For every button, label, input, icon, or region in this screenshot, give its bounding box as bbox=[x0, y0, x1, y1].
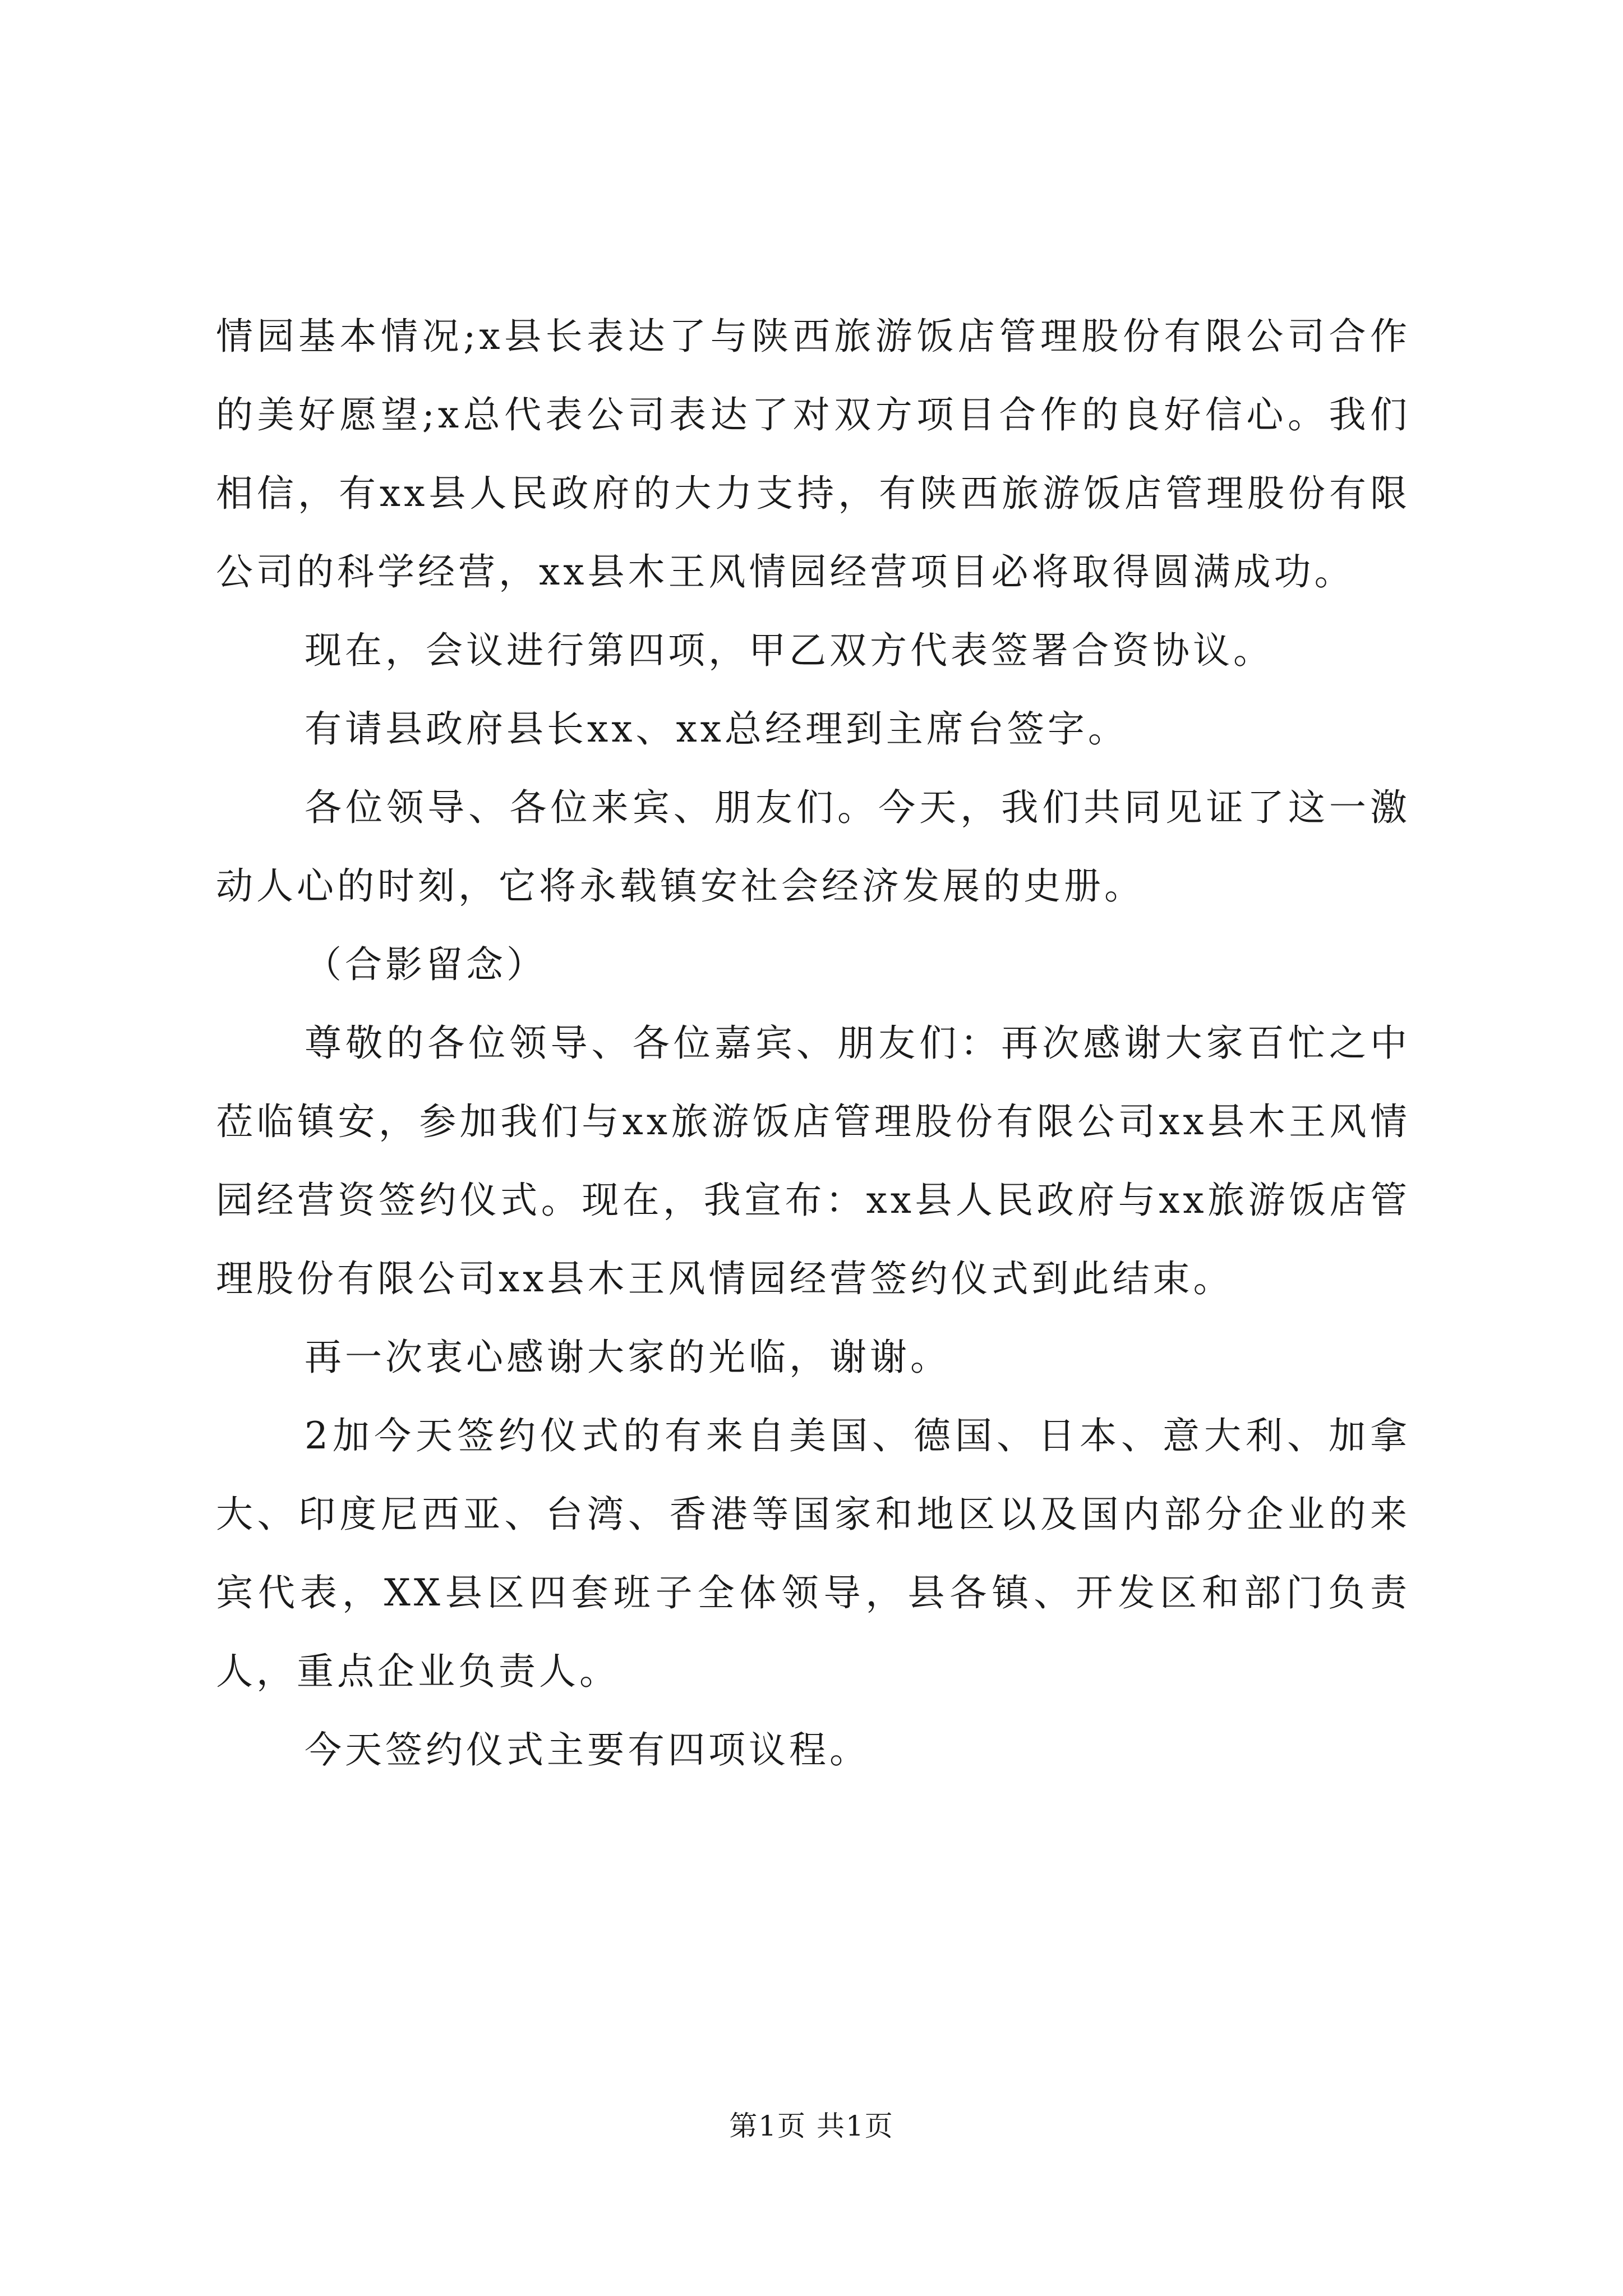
paragraph-8: 2加今天签约仪式的有来自美国、德国、日本、意大利、加拿大、印度尼西亚、台湾、香港等国家和地区以及国内部分企业的来宾代表，XX县区四套班子全体领导，县各镇、开发区和部门负责人，重点企业负责人。 bbox=[216, 1414, 1410, 1693]
paragraph-3: 有请县政府县长xx、xx总经理到主席台签字。 bbox=[305, 707, 1128, 751]
document-body bbox=[216, 297, 1410, 1789]
paragraph-4: 各位领导、各位来宾、朋友们。今天，我们共同见证了这一激动人心的时刻，它将永载镇安社会经济发展的史册。 bbox=[216, 786, 1410, 908]
paragraph-2: 现在，会议进行第四项，甲乙双方代表签署合资协议。 bbox=[305, 629, 1274, 672]
page-number-footer: 第1页 共1页 bbox=[729, 2110, 894, 2142]
paragraph-1: 情园基本情况;x县长表达了与陕西旅游饭店管理股份有限公司合作的美好愿望;x总代表公司表达了对双方项目合作的良好信心。我们相信，有xx县人民政府的大力支持，有陕西旅游饭店管理股份有限公司的科学经营，xx县木王风情园经营项目必将取得圆满成功。 bbox=[216, 315, 1410, 593]
paragraph-6: 尊敬的各位领导、各位嘉宾、朋友们：再次感谢大家百忙之中莅临镇安，参加我们与xx旅游饭店管理股份有限公司xx县木王风情园经营资签约仪式。现在，我宣布：xx县人民政府与xx旅游饭店管理股份有限公司xx县木王风情园经营签约仪式到此结束。 bbox=[216, 1022, 1410, 1300]
paragraph-9: 今天签约仪式主要有四项议程。 bbox=[305, 1728, 870, 1772]
paragraph-5: （合影留念） bbox=[305, 943, 547, 986]
paragraph-7: 再一次衷心感谢大家的光临，谢谢。 bbox=[305, 1336, 951, 1379]
